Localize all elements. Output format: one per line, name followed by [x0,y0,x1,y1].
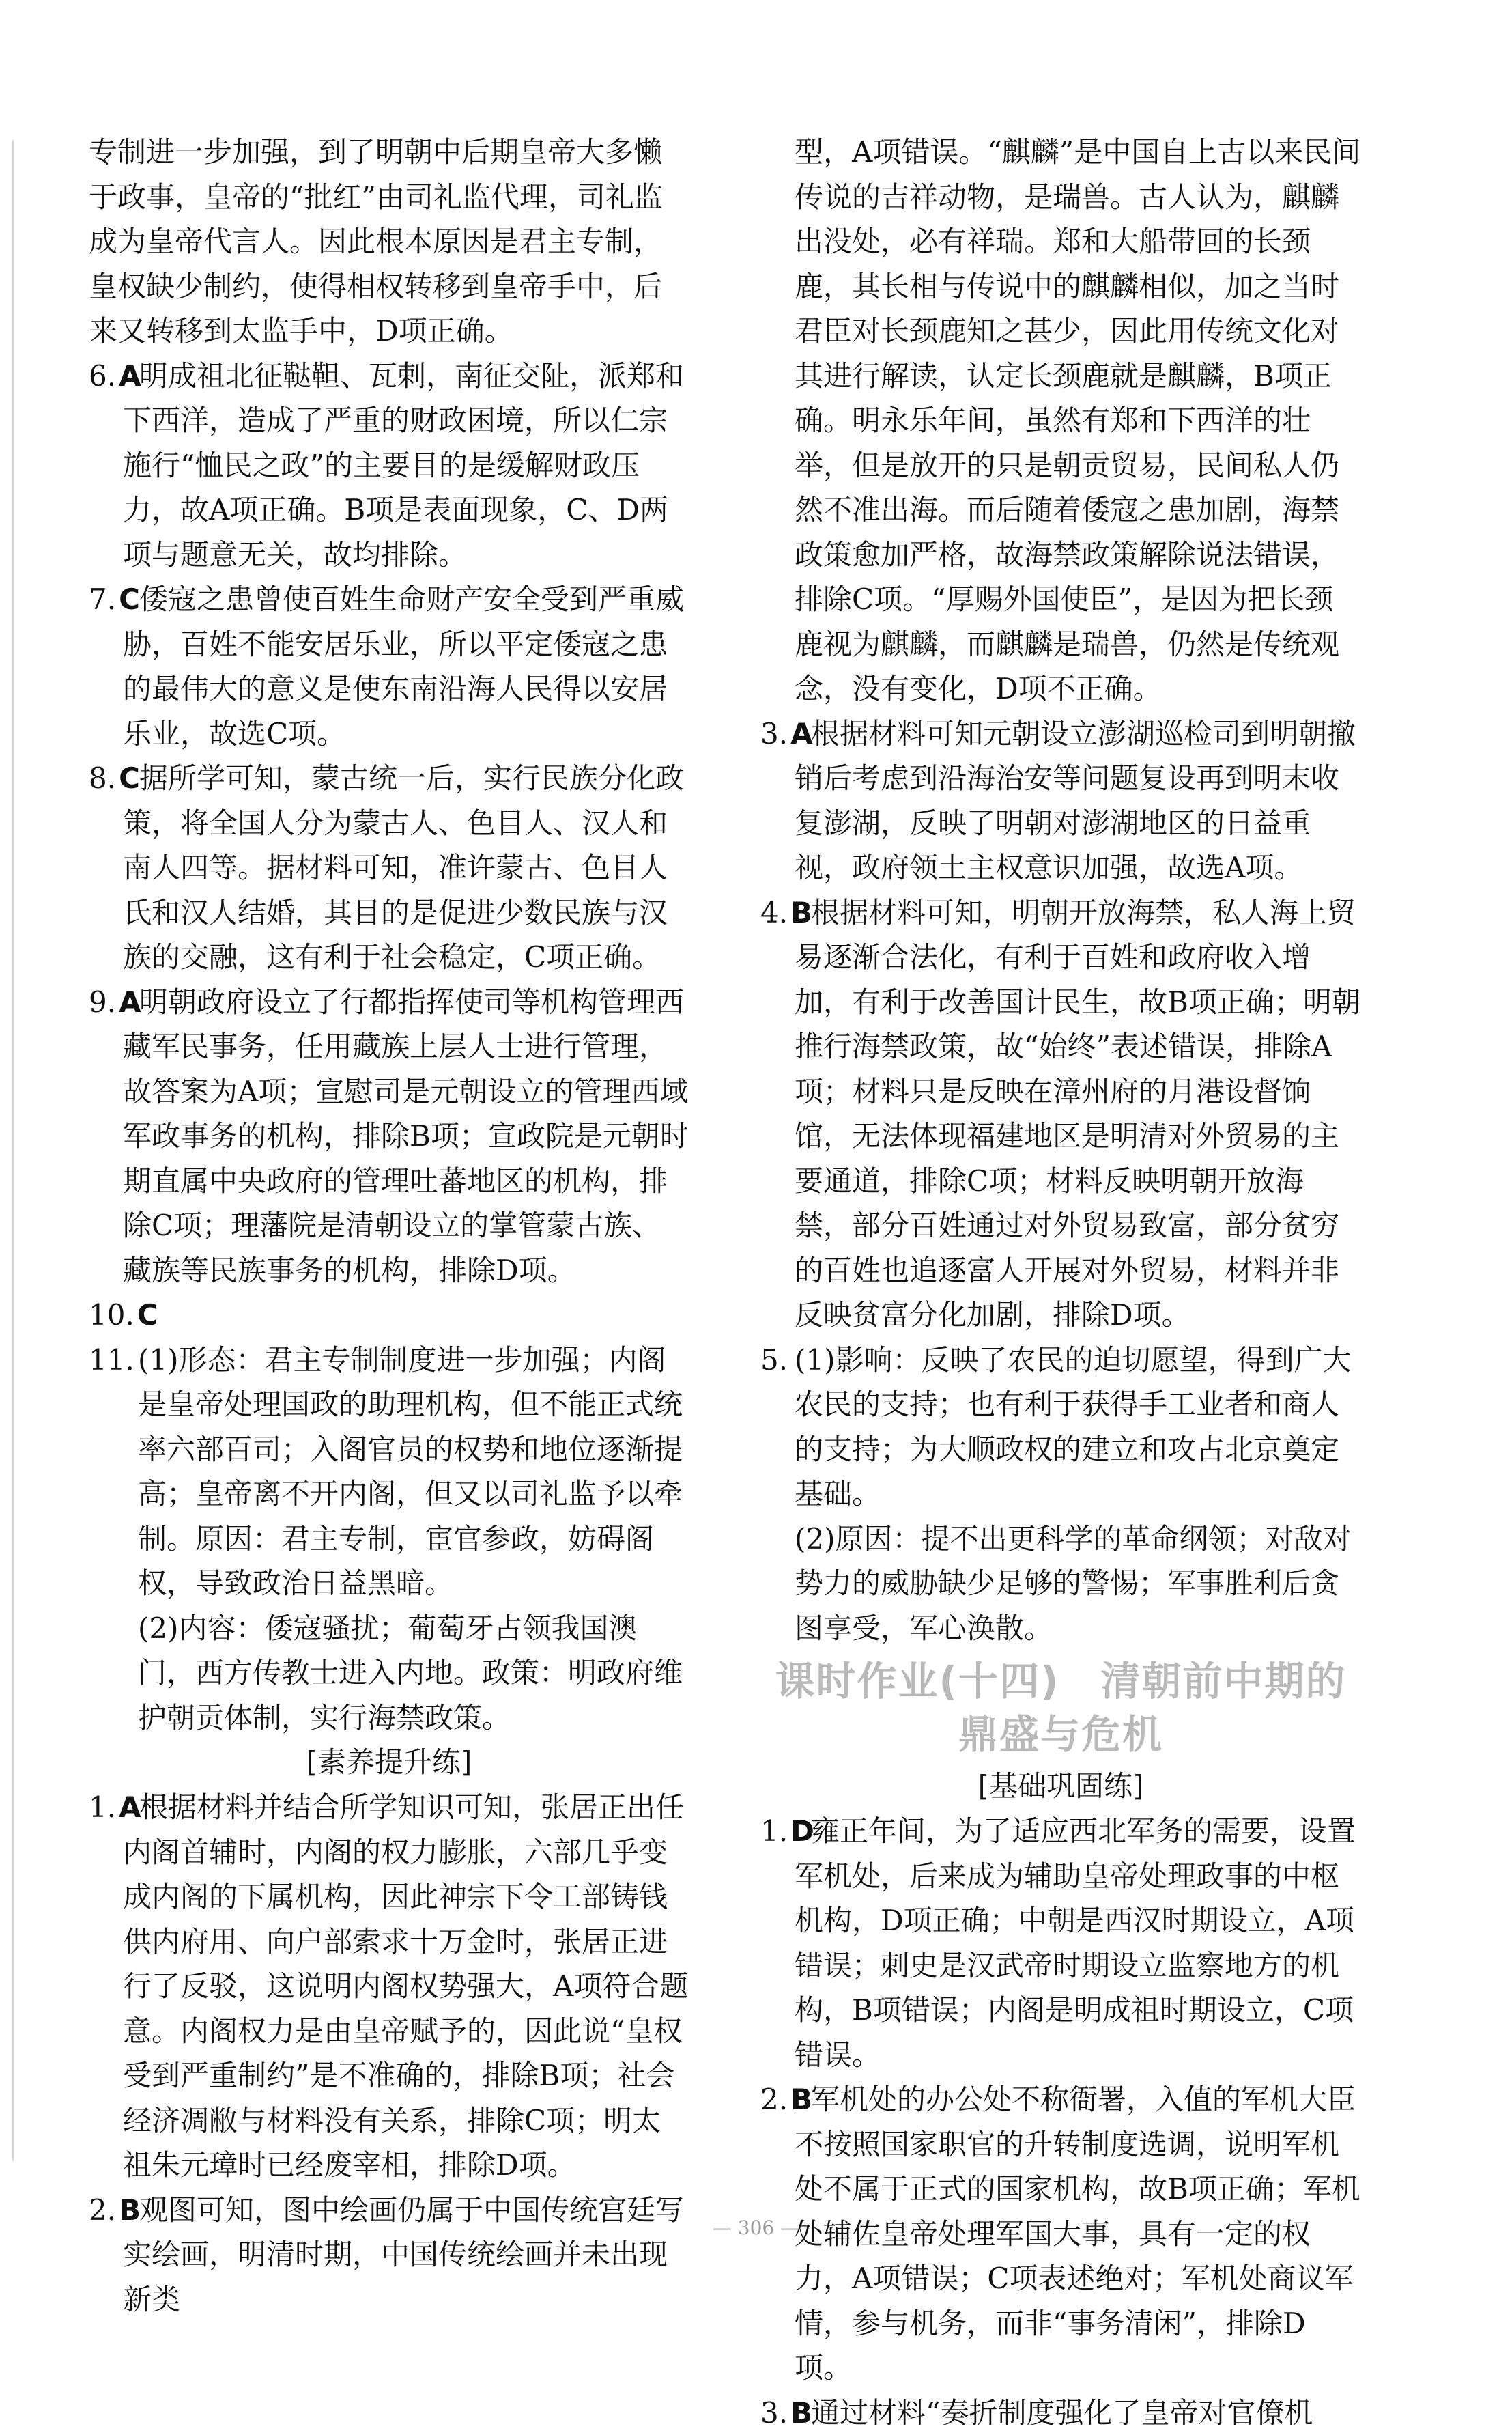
item-number: 2. [89,2193,116,2227]
lesson-title-line-2: 鼎盛与危机 [760,1708,1361,1761]
answer-item-6 [89,354,689,578]
answer-letter: D [790,1814,814,1848]
item-number: 9. [89,985,116,1019]
item-number: 5. [760,1338,788,1383]
explanation-text: 通过材料“奏折制度强化了皇帝对官僚机 [795,2391,1361,2435]
item-number: 7. [89,582,116,616]
explanation-text: 倭寇之患曾使百姓生命财产安全受到严重威胁，百姓不能安居乐业，所以平定倭寇之患的最伟大的意义是使东南沿海人民得以安居乐业，故选C项。 [123,577,689,756]
answer-item-10 [89,1293,689,1338]
answer-item-s2 [89,2188,689,2322]
answer-item-4 [760,890,1361,1338]
answer-letter: C [137,1298,158,1332]
continued-answer-text: 专制进一步加强，到了明朝中后期皇帝大多懒于政事，皇帝的“批红”由司礼监代理，司礼监成为皇帝代言人。因此根本原因是君主专制，皇权缺少制约，使得相权转移到皇帝手中，后来又转移到太监手中，D项正确。 [89,130,689,354]
answer-item-s1 [89,1785,689,2188]
answer-letter: B [790,896,812,929]
explanation-text: 雍正年间，为了适应西北军务的需要，设置军机处，后来成为辅助皇帝处理政事的中枢机构，D项正确；中朝是西汉时期设立，A项错误；刺史是汉武帝时期设立监察地方的机构，B项错误；内阁是明成祖时期设立，C项错误。 [795,1809,1361,2077]
answer-item-8 [89,756,689,980]
answer-letter: B [790,2396,812,2430]
item-number: 8. [89,761,116,795]
answer-part-2: (2)内容：倭寇骚扰；葡萄牙占领我国澳门，西方传教士进入内地。政策：明政府维护朝贡体制，实行海禁政策。 [138,1606,689,1741]
answer-item-7 [89,577,689,756]
answer-letter: C [119,761,140,795]
answer-item-5 [760,1338,1361,1651]
item-number: 1. [760,1814,788,1848]
answer-part-1: (1)形态：君主专制制度进一步加强；内阁是皇帝处理国政的助理机构，但不能正式统率六部百司；入阁官员的权势和地位逐渐提高；皇帝离不开内阁，但又以司礼监予以牵制。原因：君主专制，宦官参政，妨碍阁权，导致政治日益黑暗。 [138,1338,689,1606]
lesson-title [760,1655,1361,1761]
item-number: 11. [89,1338,134,1383]
item-number: 2. [760,2083,788,2116]
explanation-text: 明朝政府设立了行都指挥使司等机构管理西藏军民事务，任用藏族上层人士进行管理，故答案为A项；宣慰司是元朝设立的管理西域军政事务的机构，排除B项；宣政院是元朝时期直属中央政府的管理吐蕃地区的机构，排除C项；理藩院是清朝设立的掌管蒙古族、藏族等民族事务的机构，排除D项。 [123,980,689,1293]
answer-part-1: (1)影响：反映了农民的迫切愿望，得到广大农民的支持；也有利于获得手工业者和商人的支持；为大顺政权的建立和攻占北京奠定基础。 [795,1338,1361,1517]
explanation-text: 军机处的办公处不称衙署，入值的军机大臣不按照国家职官的升转制度选调，说明军机处不属于正式的国家机构，故B项正确；军机处辅佐皇帝处理军国大事，具有一定的权力，A项错误；C项表述绝对；军机处商议军情，参与机务，而非“事务清闲”，排除D项。 [795,2077,1361,2391]
left-column [89,130,689,2322]
explanation-text: 明成祖北征鞑靼、瓦剌，南征交阯，派郑和下西洋，造成了严重的财政困境，所以仁宗施行“恤民之政”的主要目的是缓解财政压力，故A项正确。B项是表面现象，C、D两项与题意无关，故均排除。 [123,354,689,578]
explanation-text: 根据材料可知元朝设立澎湖巡检司到明朝撤销后考虑到沿海治安等问题复设再到明末收复澎湖，反映了明朝对澎湖地区的日益重视，政府领土主权意识加强，故选A项。 [795,712,1361,890]
right-column [760,130,1361,2435]
section-heading: [基础巩固练] [760,1764,1361,1809]
continued-answer-text: 型，A项错误。“麒麟”是中国自上古以来民间传说的吉祥动物，是瑞兽。古人认为，麒麟出没处，必有祥瑞。郑和大船带回的长颈鹿，其长相与传说中的麒麟相似，加之当时君臣对长颈鹿知之甚少，因此用传统文化对其进行解读，认定长颈鹿就是麒麟，B项正确。明永乐年间，虽然有郑和下西洋的壮举，但是放开的只是朝贡贸易，民间私人仍然不准出海。而后随着倭寇之患加剧，海禁政策愈加严格，故海禁政策解除说法错误，排除C项。“厚赐外国使臣”，是因为把长颈鹿视为麒麟，而麒麟是瑞兽，仍然是传统观念，没有变化，D项不正确。 [760,130,1361,712]
item-number: 3. [760,2396,788,2430]
answer-item-b1 [760,1809,1361,2077]
explanation-text: 根据材料可知，明朝开放海禁，私人海上贸易逐渐合法化，有利于百姓和政府收入增加，有利于改善国计民生，故B项正确；明朝推行海禁政策，故“始终”表述错误，排除A项；材料只是反映在漳州府的月港设督饷馆，无法体现福建地区是明清对外贸易的主要通道，排除C项；材料反映明朝开放海禁，部分百姓通过对外贸易致富，部分贫穷的百姓也追逐富人开展对外贸易，材料并非反映贫富分化加剧，排除D项。 [795,890,1361,1338]
section-heading: [素养提升练] [89,1740,689,1785]
explanation-text: 据所学可知，蒙古统一后，实行民族分化政策，将全国人分为蒙古人、色目人、汉人和南人四等。据材料可知，准许蒙古、色目人氏和汉人结婚，其目的是促进少数民族与汉族的交融，这有利于社会稳定，C项正确。 [123,756,689,980]
answer-letter: C [119,582,140,616]
answer-letter: A [119,359,141,393]
explanation-text: 观图可知，图中绘画仍属于中国传统宫廷写实绘画，明清时期，中国传统绘画并未出现新类 [123,2188,689,2322]
page-number: — 306 — [0,2216,1512,2239]
item-number: 1. [89,1790,116,1824]
item-number: 6. [89,359,116,393]
answer-item-3 [760,712,1361,890]
answer-letter: A [790,717,813,750]
answer-item-9 [89,980,689,1293]
answer-letter: A [119,985,141,1019]
item-number: 4. [760,896,788,929]
explanation-text: 根据材料并结合所学知识可知，张居正出任内阁首辅时，内阁的权力膨胀，六部几乎变成内阁的下属机构，因此神宗下令工部铸钱供内府用、向户部索求十万金时，张居正进行了反驳，这说明内阁权势强大，A项符合题意。内阁权力是由皇帝赋予的，因此说“皇权受到严重制约”是不准确的，排除B项；社会经济凋敝与材料没有关系，排除C项；明太祖朱元璋时已经废宰相，排除D项。 [123,1785,689,2188]
answer-letter: B [119,2193,141,2227]
answer-part-2: (2)原因：提不出更科学的革命纲领；对敌对势力的威胁缺少足够的警惕；军事胜利后贪图享受，军心涣散。 [795,1517,1361,1651]
answer-letter: B [790,2083,812,2116]
answer-item-b3 [760,2391,1361,2435]
item-number: 10. [89,1298,134,1332]
item-number: 3. [760,717,788,750]
answer-item-11 [89,1338,689,1741]
lesson-title-line-1: 课时作业(十四) 清朝前中期的 [760,1655,1361,1708]
margin-rule [12,140,14,2161]
answer-letter: A [119,1790,141,1824]
